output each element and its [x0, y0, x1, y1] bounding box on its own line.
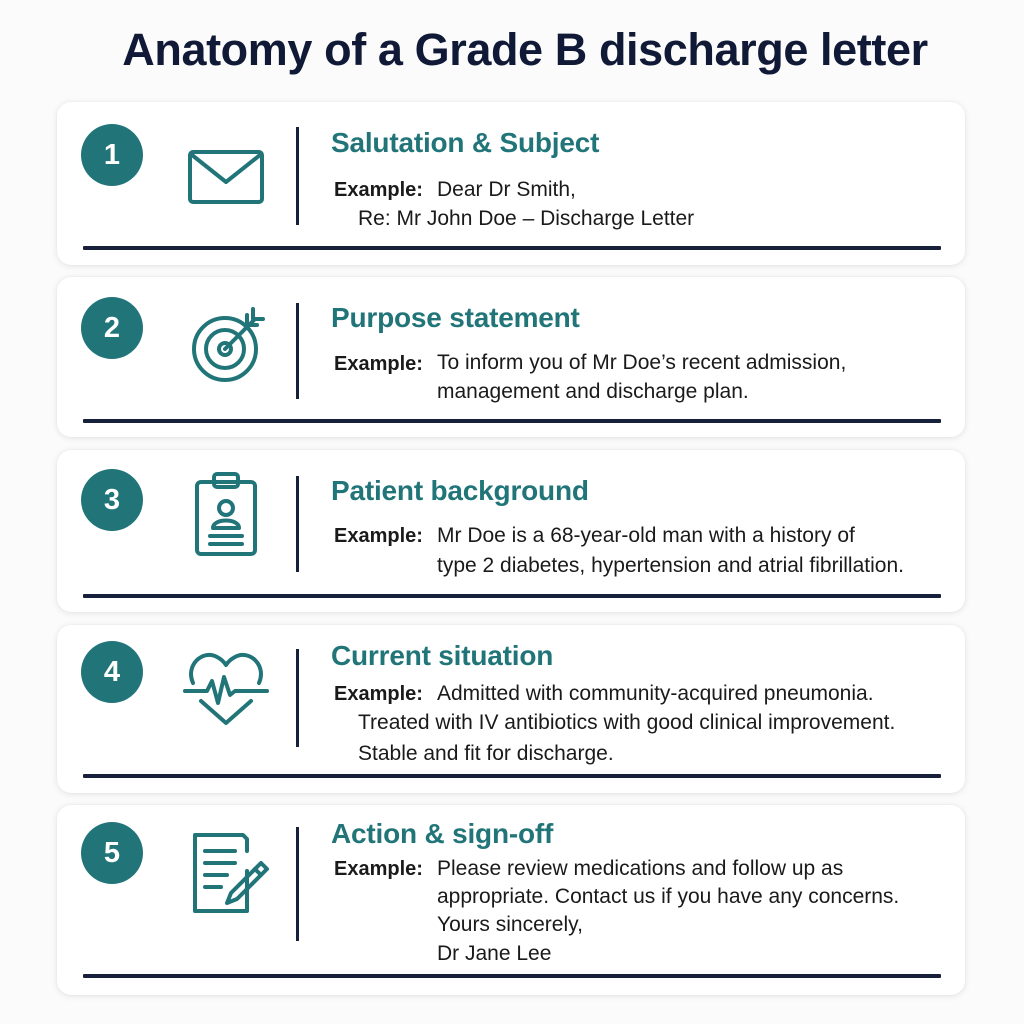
section-card-2: [57, 277, 965, 437]
example-line: Dr Jane Lee: [437, 942, 552, 965]
section-card-1: [57, 102, 965, 265]
section-bottom-rule: [83, 419, 941, 423]
example-line: Re: Mr John Doe – Discharge Letter: [358, 207, 695, 230]
section-heading: Current situation: [331, 640, 554, 671]
example-line: Admitted with community-acquired pneumonia.: [437, 682, 874, 705]
step-number-badge: 2: [81, 297, 143, 359]
section-card-4: [57, 625, 965, 793]
section-bottom-rule: [83, 974, 941, 978]
step-number-badge: 1: [81, 124, 143, 186]
example-label: Example:: [334, 683, 423, 705]
example-line: To inform you of Mr Doe’s recent admission,: [437, 351, 847, 374]
page-title: Anatomy of a Grade B discharge letter: [122, 24, 928, 75]
example-line: Yours sincerely,: [437, 913, 583, 936]
example-label: Example:: [334, 858, 423, 880]
heartbeat-icon: [181, 643, 271, 733]
section-divider: [296, 476, 299, 572]
section-card-3: [57, 450, 965, 612]
example-line: management and discharge plan.: [437, 380, 749, 403]
step-number-badge: 4: [81, 641, 143, 703]
example-label: Example:: [334, 353, 423, 375]
section-divider: [296, 303, 299, 399]
section-bottom-rule: [83, 246, 941, 250]
envelope-icon: [181, 130, 271, 220]
section-heading: Purpose statement: [331, 302, 580, 333]
section-heading: Patient background: [331, 475, 589, 506]
example-line: type 2 diabetes, hypertension and atrial fibrillation.: [437, 554, 904, 577]
example-line: Stable and fit for discharge.: [358, 742, 614, 765]
section-heading: Action & sign-off: [331, 818, 554, 849]
example-line: Mr Doe is a 68-year-old man with a history of: [437, 524, 855, 547]
example-line: Treated with IV antibiotics with good clinical improvement.: [358, 711, 896, 734]
step-number-badge: 3: [81, 469, 143, 531]
section-heading: Salutation & Subject: [331, 127, 600, 158]
document-pen-icon: [181, 827, 271, 917]
example-line: appropriate. Contact us if you have any concerns.: [437, 885, 900, 908]
clipboard-patient-icon: [181, 468, 271, 558]
section-divider: [296, 827, 299, 941]
example-line: Dear Dr Smith,: [437, 178, 576, 201]
step-number-badge: 5: [81, 822, 143, 884]
example-label: Example:: [334, 525, 423, 547]
section-divider: [296, 649, 299, 747]
section-bottom-rule: [83, 774, 941, 778]
section-bottom-rule: [83, 594, 941, 598]
example-label: Example:: [334, 179, 423, 201]
target-icon: [181, 299, 271, 389]
section-card-5: [57, 805, 965, 995]
section-divider: [296, 127, 299, 225]
example-line: Please review medications and follow up as: [437, 857, 844, 880]
